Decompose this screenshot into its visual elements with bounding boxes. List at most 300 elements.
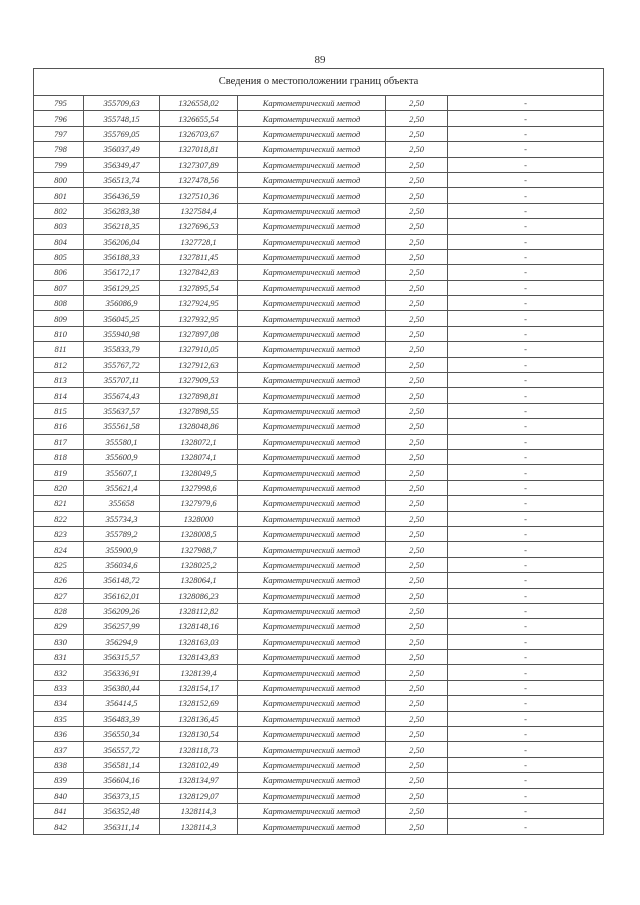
accuracy-cell: 2,50 xyxy=(386,111,448,126)
y-coordinate-cell: 1328129,07 xyxy=(160,788,238,803)
x-coordinate-cell: 355769,05 xyxy=(84,126,160,141)
x-coordinate-cell: 356436,59 xyxy=(84,188,160,203)
method-cell: Картометрический метод xyxy=(238,819,386,834)
method-cell: Картометрический метод xyxy=(238,142,386,157)
table-row xyxy=(34,496,604,511)
y-coordinate-cell: 1327924,95 xyxy=(160,296,238,311)
method-cell: Картометрический метод xyxy=(238,449,386,464)
x-coordinate-cell: 355580,1 xyxy=(84,434,160,449)
method-cell: Картометрический метод xyxy=(238,403,386,418)
point-number-cell: 825 xyxy=(34,557,84,572)
y-coordinate-cell: 1328114,3 xyxy=(160,803,238,818)
note-cell: - xyxy=(448,680,604,695)
method-cell: Картометрический метод xyxy=(238,727,386,742)
y-coordinate-cell: 1328143,83 xyxy=(160,650,238,665)
coordinates-table xyxy=(33,68,604,835)
y-coordinate-cell: 1328139,4 xyxy=(160,665,238,680)
table-row xyxy=(34,111,604,126)
y-coordinate-cell: 1327696,53 xyxy=(160,219,238,234)
y-coordinate-cell: 1328049,5 xyxy=(160,465,238,480)
point-number-cell: 839 xyxy=(34,773,84,788)
point-number-cell: 803 xyxy=(34,219,84,234)
table-row xyxy=(34,634,604,649)
accuracy-cell: 2,50 xyxy=(386,449,448,464)
y-coordinate-cell: 1327895,54 xyxy=(160,280,238,295)
method-cell: Картометрический метод xyxy=(238,357,386,372)
note-cell: - xyxy=(448,696,604,711)
table-row xyxy=(34,326,604,341)
note-cell: - xyxy=(448,557,604,572)
point-number-cell: 811 xyxy=(34,342,84,357)
y-coordinate-cell: 1327912,63 xyxy=(160,357,238,372)
method-cell: Картометрический метод xyxy=(238,603,386,618)
accuracy-cell: 2,50 xyxy=(386,757,448,772)
y-coordinate-cell: 1326558,02 xyxy=(160,96,238,111)
method-cell: Картометрический метод xyxy=(238,219,386,234)
method-cell: Картометрический метод xyxy=(238,373,386,388)
y-coordinate-cell: 1328118,73 xyxy=(160,742,238,757)
accuracy-cell: 2,50 xyxy=(386,650,448,665)
coordinates-table-container xyxy=(33,68,603,835)
y-coordinate-cell: 1327728,1 xyxy=(160,234,238,249)
x-coordinate-cell: 355789,2 xyxy=(84,526,160,541)
note-cell: - xyxy=(448,603,604,618)
table-row xyxy=(34,357,604,372)
x-coordinate-cell: 356483,39 xyxy=(84,711,160,726)
x-coordinate-cell: 356311,14 xyxy=(84,819,160,834)
table-row xyxy=(34,203,604,218)
method-cell: Картометрический метод xyxy=(238,665,386,680)
note-cell: - xyxy=(448,280,604,295)
method-cell: Картометрический метод xyxy=(238,526,386,541)
x-coordinate-cell: 355707,11 xyxy=(84,373,160,388)
x-coordinate-cell: 355637,57 xyxy=(84,403,160,418)
note-cell: - xyxy=(448,234,604,249)
point-number-cell: 798 xyxy=(34,142,84,157)
note-cell: - xyxy=(448,619,604,634)
method-cell: Картометрический метод xyxy=(238,588,386,603)
method-cell: Картометрический метод xyxy=(238,434,386,449)
note-cell: - xyxy=(448,342,604,357)
note-cell: - xyxy=(448,449,604,464)
point-number-cell: 797 xyxy=(34,126,84,141)
note-cell: - xyxy=(448,757,604,772)
y-coordinate-cell: 1327307,89 xyxy=(160,157,238,172)
point-number-cell: 799 xyxy=(34,157,84,172)
point-number-cell: 804 xyxy=(34,234,84,249)
accuracy-cell: 2,50 xyxy=(386,342,448,357)
note-cell: - xyxy=(448,311,604,326)
accuracy-cell: 2,50 xyxy=(386,465,448,480)
method-cell: Картометрический метод xyxy=(238,249,386,264)
note-cell: - xyxy=(448,96,604,111)
table-row xyxy=(34,603,604,618)
table-row xyxy=(34,465,604,480)
note-cell: - xyxy=(448,496,604,511)
table-row xyxy=(34,342,604,357)
note-cell: - xyxy=(448,788,604,803)
accuracy-cell: 2,50 xyxy=(386,96,448,111)
x-coordinate-cell: 356257,99 xyxy=(84,619,160,634)
method-cell: Картометрический метод xyxy=(238,757,386,772)
y-coordinate-cell: 1327910,05 xyxy=(160,342,238,357)
table-row xyxy=(34,573,604,588)
point-number-cell: 837 xyxy=(34,742,84,757)
point-number-cell: 795 xyxy=(34,96,84,111)
x-coordinate-cell: 356513,74 xyxy=(84,172,160,187)
accuracy-cell: 2,50 xyxy=(386,373,448,388)
table-row xyxy=(34,819,604,834)
accuracy-cell: 2,50 xyxy=(386,542,448,557)
y-coordinate-cell: 1328000 xyxy=(160,511,238,526)
method-cell: Картометрический метод xyxy=(238,203,386,218)
x-coordinate-cell: 356380,44 xyxy=(84,680,160,695)
table-row xyxy=(34,234,604,249)
accuracy-cell: 2,50 xyxy=(386,188,448,203)
x-coordinate-cell: 356218,35 xyxy=(84,219,160,234)
point-number-cell: 819 xyxy=(34,465,84,480)
accuracy-cell: 2,50 xyxy=(386,249,448,264)
x-coordinate-cell: 356557,72 xyxy=(84,742,160,757)
accuracy-cell: 2,50 xyxy=(386,803,448,818)
note-cell: - xyxy=(448,480,604,495)
x-coordinate-cell: 356129,25 xyxy=(84,280,160,295)
table-row xyxy=(34,680,604,695)
x-coordinate-cell: 356209,26 xyxy=(84,603,160,618)
y-coordinate-cell: 1327898,55 xyxy=(160,403,238,418)
table-row xyxy=(34,126,604,141)
note-cell: - xyxy=(448,111,604,126)
x-coordinate-cell: 356148,72 xyxy=(84,573,160,588)
note-cell: - xyxy=(448,203,604,218)
note-cell: - xyxy=(448,665,604,680)
accuracy-cell: 2,50 xyxy=(386,265,448,280)
x-coordinate-cell: 356037,49 xyxy=(84,142,160,157)
accuracy-cell: 2,50 xyxy=(386,311,448,326)
point-number-cell: 830 xyxy=(34,634,84,649)
x-coordinate-cell: 356550,34 xyxy=(84,727,160,742)
table-row xyxy=(34,157,604,172)
x-coordinate-cell: 355561,58 xyxy=(84,419,160,434)
table-row xyxy=(34,650,604,665)
x-coordinate-cell: 356045,25 xyxy=(84,311,160,326)
accuracy-cell: 2,50 xyxy=(386,234,448,249)
x-coordinate-cell: 355658 xyxy=(84,496,160,511)
x-coordinate-cell: 355940,98 xyxy=(84,326,160,341)
point-number-cell: 817 xyxy=(34,434,84,449)
x-coordinate-cell: 356206,04 xyxy=(84,234,160,249)
note-cell: - xyxy=(448,188,604,203)
note-cell: - xyxy=(448,326,604,341)
method-cell: Картометрический метод xyxy=(238,511,386,526)
note-cell: - xyxy=(448,357,604,372)
table-row xyxy=(34,219,604,234)
table-row xyxy=(34,188,604,203)
method-cell: Картометрический метод xyxy=(238,326,386,341)
table-row xyxy=(34,619,604,634)
point-number-cell: 824 xyxy=(34,542,84,557)
y-coordinate-cell: 1327584,4 xyxy=(160,203,238,218)
table-row xyxy=(34,480,604,495)
accuracy-cell: 2,50 xyxy=(386,788,448,803)
point-number-cell: 808 xyxy=(34,296,84,311)
accuracy-cell: 2,50 xyxy=(386,819,448,834)
table-row xyxy=(34,665,604,680)
x-coordinate-cell: 356283,38 xyxy=(84,203,160,218)
table-body xyxy=(34,96,604,835)
point-number-cell: 836 xyxy=(34,727,84,742)
method-cell: Картометрический метод xyxy=(238,696,386,711)
accuracy-cell: 2,50 xyxy=(386,511,448,526)
accuracy-cell: 2,50 xyxy=(386,573,448,588)
point-number-cell: 822 xyxy=(34,511,84,526)
y-coordinate-cell: 1327909,53 xyxy=(160,373,238,388)
x-coordinate-cell: 356581,14 xyxy=(84,757,160,772)
y-coordinate-cell: 1328114,3 xyxy=(160,819,238,834)
table-row xyxy=(34,511,604,526)
table-row xyxy=(34,788,604,803)
table-row xyxy=(34,588,604,603)
note-cell: - xyxy=(448,650,604,665)
table-title-row xyxy=(34,69,604,96)
y-coordinate-cell: 1327988,7 xyxy=(160,542,238,557)
point-number-cell: 812 xyxy=(34,357,84,372)
accuracy-cell: 2,50 xyxy=(386,496,448,511)
point-number-cell: 796 xyxy=(34,111,84,126)
note-cell: - xyxy=(448,727,604,742)
y-coordinate-cell: 1327979,6 xyxy=(160,496,238,511)
x-coordinate-cell: 355748,15 xyxy=(84,111,160,126)
y-coordinate-cell: 1327510,36 xyxy=(160,188,238,203)
method-cell: Картометрический метод xyxy=(238,480,386,495)
x-coordinate-cell: 356352,48 xyxy=(84,803,160,818)
accuracy-cell: 2,50 xyxy=(386,696,448,711)
point-number-cell: 801 xyxy=(34,188,84,203)
point-number-cell: 832 xyxy=(34,665,84,680)
point-number-cell: 829 xyxy=(34,619,84,634)
table-row xyxy=(34,711,604,726)
y-coordinate-cell: 1328154,17 xyxy=(160,680,238,695)
point-number-cell: 805 xyxy=(34,249,84,264)
y-coordinate-cell: 1326655,54 xyxy=(160,111,238,126)
y-coordinate-cell: 1328025,2 xyxy=(160,557,238,572)
y-coordinate-cell: 1328086,23 xyxy=(160,588,238,603)
note-cell: - xyxy=(448,634,604,649)
accuracy-cell: 2,50 xyxy=(386,634,448,649)
method-cell: Картометрический метод xyxy=(238,773,386,788)
note-cell: - xyxy=(448,742,604,757)
accuracy-cell: 2,50 xyxy=(386,434,448,449)
accuracy-cell: 2,50 xyxy=(386,680,448,695)
method-cell: Картометрический метод xyxy=(238,496,386,511)
x-coordinate-cell: 355709,63 xyxy=(84,96,160,111)
method-cell: Картометрический метод xyxy=(238,711,386,726)
table-title: Сведения о местоположении границ объекта xyxy=(34,69,604,96)
method-cell: Картометрический метод xyxy=(238,265,386,280)
x-coordinate-cell: 355734,3 xyxy=(84,511,160,526)
y-coordinate-cell: 1328136,45 xyxy=(160,711,238,726)
y-coordinate-cell: 1328152,69 xyxy=(160,696,238,711)
accuracy-cell: 2,50 xyxy=(386,219,448,234)
x-coordinate-cell: 356336,91 xyxy=(84,665,160,680)
point-number-cell: 806 xyxy=(34,265,84,280)
table-row xyxy=(34,403,604,418)
note-cell: - xyxy=(448,465,604,480)
accuracy-cell: 2,50 xyxy=(386,480,448,495)
y-coordinate-cell: 1327018,81 xyxy=(160,142,238,157)
x-coordinate-cell: 356604,16 xyxy=(84,773,160,788)
accuracy-cell: 2,50 xyxy=(386,403,448,418)
table-row xyxy=(34,434,604,449)
note-cell: - xyxy=(448,819,604,834)
accuracy-cell: 2,50 xyxy=(386,711,448,726)
method-cell: Картометрический метод xyxy=(238,280,386,295)
x-coordinate-cell: 355900,9 xyxy=(84,542,160,557)
table-row xyxy=(34,249,604,264)
x-coordinate-cell: 356188,33 xyxy=(84,249,160,264)
accuracy-cell: 2,50 xyxy=(386,603,448,618)
x-coordinate-cell: 356414,5 xyxy=(84,696,160,711)
note-cell: - xyxy=(448,773,604,788)
method-cell: Картометрический метод xyxy=(238,788,386,803)
note-cell: - xyxy=(448,373,604,388)
method-cell: Картометрический метод xyxy=(238,96,386,111)
table-row xyxy=(34,542,604,557)
note-cell: - xyxy=(448,388,604,403)
method-cell: Картометрический метод xyxy=(238,188,386,203)
accuracy-cell: 2,50 xyxy=(386,203,448,218)
accuracy-cell: 2,50 xyxy=(386,142,448,157)
note-cell: - xyxy=(448,142,604,157)
note-cell: - xyxy=(448,711,604,726)
table-row xyxy=(34,96,604,111)
y-coordinate-cell: 1327897,08 xyxy=(160,326,238,341)
point-number-cell: 800 xyxy=(34,172,84,187)
method-cell: Картометрический метод xyxy=(238,557,386,572)
accuracy-cell: 2,50 xyxy=(386,172,448,187)
x-coordinate-cell: 355833,79 xyxy=(84,342,160,357)
point-number-cell: 841 xyxy=(34,803,84,818)
y-coordinate-cell: 1327932,95 xyxy=(160,311,238,326)
note-cell: - xyxy=(448,419,604,434)
accuracy-cell: 2,50 xyxy=(386,557,448,572)
point-number-cell: 831 xyxy=(34,650,84,665)
table-row xyxy=(34,311,604,326)
point-number-cell: 833 xyxy=(34,680,84,695)
y-coordinate-cell: 1328130,54 xyxy=(160,727,238,742)
note-cell: - xyxy=(448,265,604,280)
method-cell: Картометрический метод xyxy=(238,803,386,818)
y-coordinate-cell: 1328163,03 xyxy=(160,634,238,649)
x-coordinate-cell: 355674,43 xyxy=(84,388,160,403)
y-coordinate-cell: 1328072,1 xyxy=(160,434,238,449)
table-row xyxy=(34,696,604,711)
point-number-cell: 815 xyxy=(34,403,84,418)
method-cell: Картометрический метод xyxy=(238,311,386,326)
point-number-cell: 821 xyxy=(34,496,84,511)
note-cell: - xyxy=(448,157,604,172)
y-coordinate-cell: 1327478,56 xyxy=(160,172,238,187)
point-number-cell: 835 xyxy=(34,711,84,726)
note-cell: - xyxy=(448,126,604,141)
accuracy-cell: 2,50 xyxy=(386,419,448,434)
x-coordinate-cell: 356034,6 xyxy=(84,557,160,572)
x-coordinate-cell: 356162,01 xyxy=(84,588,160,603)
point-number-cell: 818 xyxy=(34,449,84,464)
point-number-cell: 826 xyxy=(34,573,84,588)
y-coordinate-cell: 1327898,81 xyxy=(160,388,238,403)
point-number-cell: 816 xyxy=(34,419,84,434)
table-row xyxy=(34,388,604,403)
x-coordinate-cell: 355600,9 xyxy=(84,449,160,464)
method-cell: Картометрический метод xyxy=(238,296,386,311)
note-cell: - xyxy=(448,296,604,311)
x-coordinate-cell: 355767,72 xyxy=(84,357,160,372)
y-coordinate-cell: 1327811,45 xyxy=(160,249,238,264)
table-row xyxy=(34,773,604,788)
note-cell: - xyxy=(448,573,604,588)
table-row xyxy=(34,172,604,187)
accuracy-cell: 2,50 xyxy=(386,296,448,311)
y-coordinate-cell: 1326703,67 xyxy=(160,126,238,141)
method-cell: Картометрический метод xyxy=(238,388,386,403)
y-coordinate-cell: 1328112,82 xyxy=(160,603,238,618)
method-cell: Картометрический метод xyxy=(238,542,386,557)
point-number-cell: 842 xyxy=(34,819,84,834)
accuracy-cell: 2,50 xyxy=(386,157,448,172)
y-coordinate-cell: 1327842,83 xyxy=(160,265,238,280)
method-cell: Картометрический метод xyxy=(238,111,386,126)
point-number-cell: 810 xyxy=(34,326,84,341)
table-row xyxy=(34,265,604,280)
table-row xyxy=(34,526,604,541)
y-coordinate-cell: 1328134,97 xyxy=(160,773,238,788)
x-coordinate-cell: 356315,57 xyxy=(84,650,160,665)
accuracy-cell: 2,50 xyxy=(386,357,448,372)
method-cell: Картометрический метод xyxy=(238,619,386,634)
point-number-cell: 807 xyxy=(34,280,84,295)
point-number-cell: 838 xyxy=(34,757,84,772)
accuracy-cell: 2,50 xyxy=(386,388,448,403)
point-number-cell: 834 xyxy=(34,696,84,711)
note-cell: - xyxy=(448,511,604,526)
y-coordinate-cell: 1328148,16 xyxy=(160,619,238,634)
accuracy-cell: 2,50 xyxy=(386,773,448,788)
table-row xyxy=(34,449,604,464)
point-number-cell: 828 xyxy=(34,603,84,618)
x-coordinate-cell: 356294,9 xyxy=(84,634,160,649)
note-cell: - xyxy=(448,803,604,818)
accuracy-cell: 2,50 xyxy=(386,126,448,141)
method-cell: Картометрический метод xyxy=(238,157,386,172)
note-cell: - xyxy=(448,542,604,557)
table-row xyxy=(34,727,604,742)
method-cell: Картометрический метод xyxy=(238,419,386,434)
point-number-cell: 827 xyxy=(34,588,84,603)
note-cell: - xyxy=(448,172,604,187)
accuracy-cell: 2,50 xyxy=(386,588,448,603)
y-coordinate-cell: 1328064,1 xyxy=(160,573,238,588)
method-cell: Картометрический метод xyxy=(238,172,386,187)
point-number-cell: 802 xyxy=(34,203,84,218)
method-cell: Картометрический метод xyxy=(238,650,386,665)
note-cell: - xyxy=(448,588,604,603)
table-row xyxy=(34,142,604,157)
method-cell: Картометрический метод xyxy=(238,634,386,649)
accuracy-cell: 2,50 xyxy=(386,280,448,295)
point-number-cell: 820 xyxy=(34,480,84,495)
note-cell: - xyxy=(448,434,604,449)
